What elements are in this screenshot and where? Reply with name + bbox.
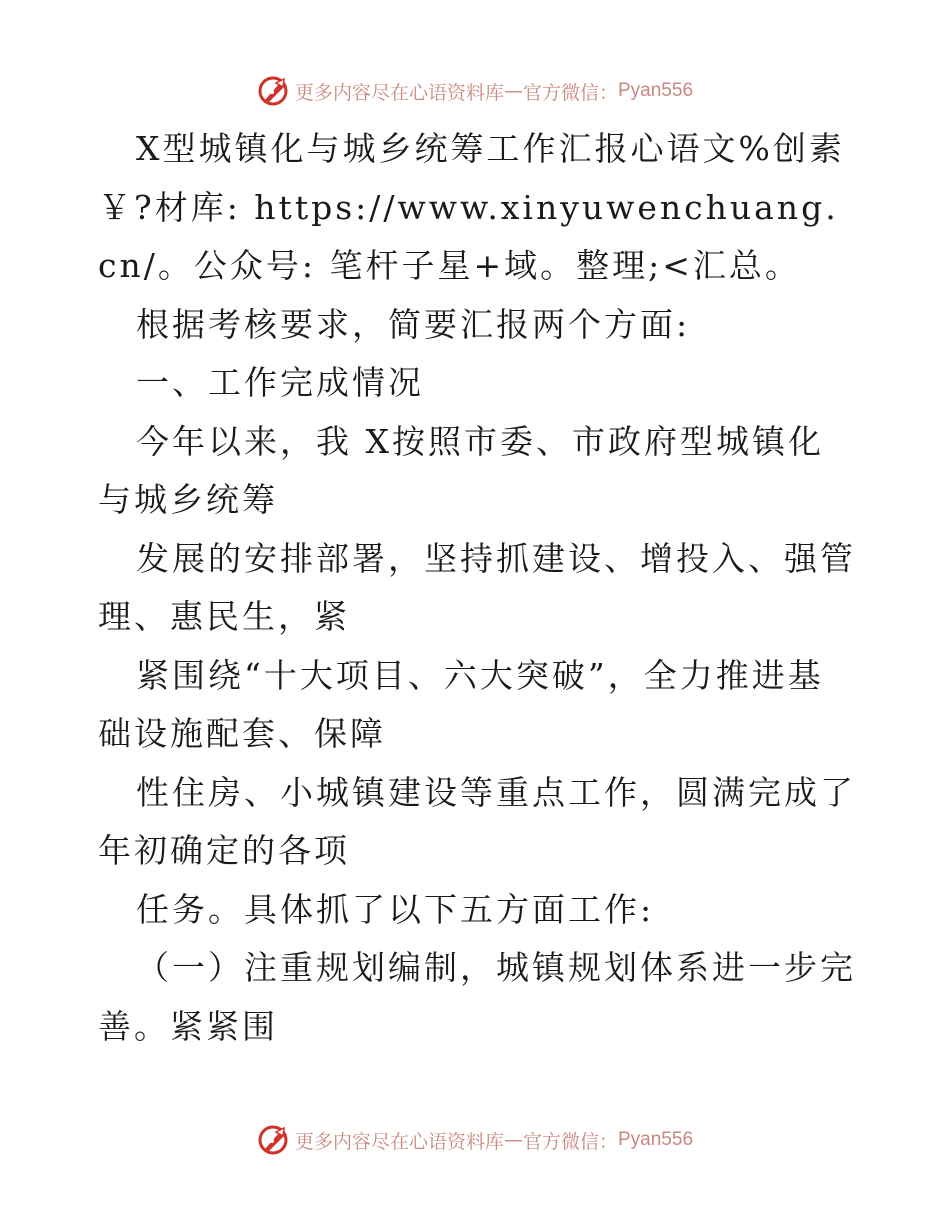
section-heading: 一、工作完成情况 xyxy=(136,363,424,402)
paragraph: 任务。具体抓了以下五方面工作: xyxy=(136,889,655,929)
banner-wechat-label: 官方微信： xyxy=(522,81,618,104)
banner-wechat-label: 官方微信： xyxy=(522,1130,618,1153)
banner-dash: — xyxy=(503,80,523,102)
paragraph: 发展的安排部署，坚持抓建设、增投入、强管理、惠民生，紧 xyxy=(98,538,856,636)
pen-logo-icon xyxy=(257,1124,289,1156)
footer-watermark-banner xyxy=(0,1120,950,1160)
paragraph-intro: 根据考核要求，简要汇报两个方面: xyxy=(136,304,691,344)
banner-wechat-id: Pyan556 xyxy=(618,80,694,101)
header-watermark-banner xyxy=(0,71,950,111)
paragraph: 今年以来，我 X按照市委、市政府型城镇化与城乡统筹 xyxy=(98,421,824,519)
paragraph: 性住房、小城镇建设等重点工作，圆满完成了年初确定的各项 xyxy=(98,772,856,870)
subsection-heading: （一）注重规划编制，城镇规划体系进一步完善。紧紧围 xyxy=(98,948,856,1046)
banner-site-text: 更多内容尽在心语资料库 xyxy=(294,81,504,104)
banner-site-text: 更多内容尽在心语资料库 xyxy=(294,1130,504,1153)
paragraph: 紧围绕“十大项目、六大突破”，全力推进基础设施配套、保障 xyxy=(98,655,824,753)
document-body xyxy=(98,120,858,1056)
pen-logo-icon xyxy=(257,75,289,107)
banner-wechat-id: Pyan556 xyxy=(618,1129,694,1150)
paragraph-title: X型城镇化与城乡统筹工作汇报心语文%创素￥?材库: https://www.xinyuwenchuang.cn/。公众号: 笔杆子星+域。整理;<汇总。 xyxy=(98,129,845,285)
banner-dash: — xyxy=(503,1129,523,1151)
